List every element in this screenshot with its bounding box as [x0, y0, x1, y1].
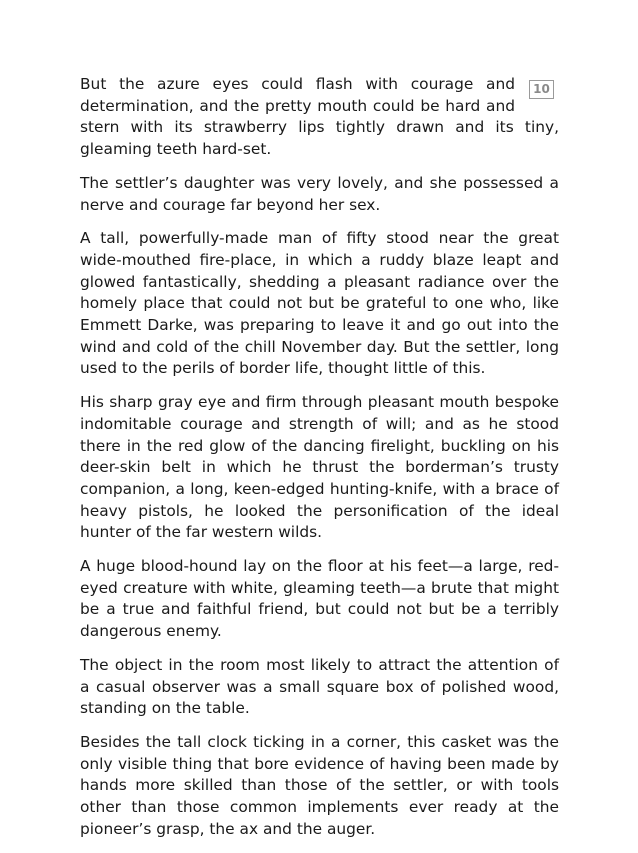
paragraph: A huge blood-hound lay on the floor at his feet—a large, red-eyed creature with white, gleaming teeth—a brute that might be a true and faithful friend, but could not but be a terribly dangerous enemy.	[80, 557, 559, 641]
body-text	[80, 74, 559, 853]
page-number-badge: 10	[529, 80, 554, 99]
page-number-spacer	[515, 74, 559, 114]
paragraph: His sharp gray eye and firm through pleasant mouth bespoke indomitable courage and strength of will; and as he stood there in the red glow of the dancing firelight, buckling on his deer-skin belt in which he thrust the borderman’s trusty companion, a long, keen-edged hunting-knife, with a brace of heavy pistols, he looked the personification of the ideal hunter of the far western wilds.	[80, 393, 559, 542]
paragraph: Besides the tall clock ticking in a corner, this casket was the only visible thing that bore evidence of having been made by hands more skilled than those of the settler, or with tools other than those common implements ever ready at the pioneer’s grasp, the ax and the auger.	[80, 732, 559, 838]
paragraph: A tall, powerfully-made man of fifty stood near the great wide-mouthed fire-place, in which a ruddy blaze leapt and glowed fantastically, shedding a pleasant radiance over the homely place that could not but be grateful to one who, like Emmett Darke, was preparing to leave it and go out into the wind and cold of the chill November day. But the settler, long used to the perils of border life, thought little of this.	[80, 229, 559, 378]
paragraph: The settler’s daughter was very lovely, and she possessed a nerve and courage far beyond her sex.	[80, 173, 559, 214]
paragraph: But the azure eyes could flash with courage and determination, and the pretty mouth could be hard and stern with its strawberry lips tightly drawn and its tiny, gleaming teeth hard-set.	[80, 75, 559, 159]
paragraph: The object in the room most likely to attract the attention of a casual observer was a small square box of polished wood, standing on the table.	[80, 655, 559, 718]
